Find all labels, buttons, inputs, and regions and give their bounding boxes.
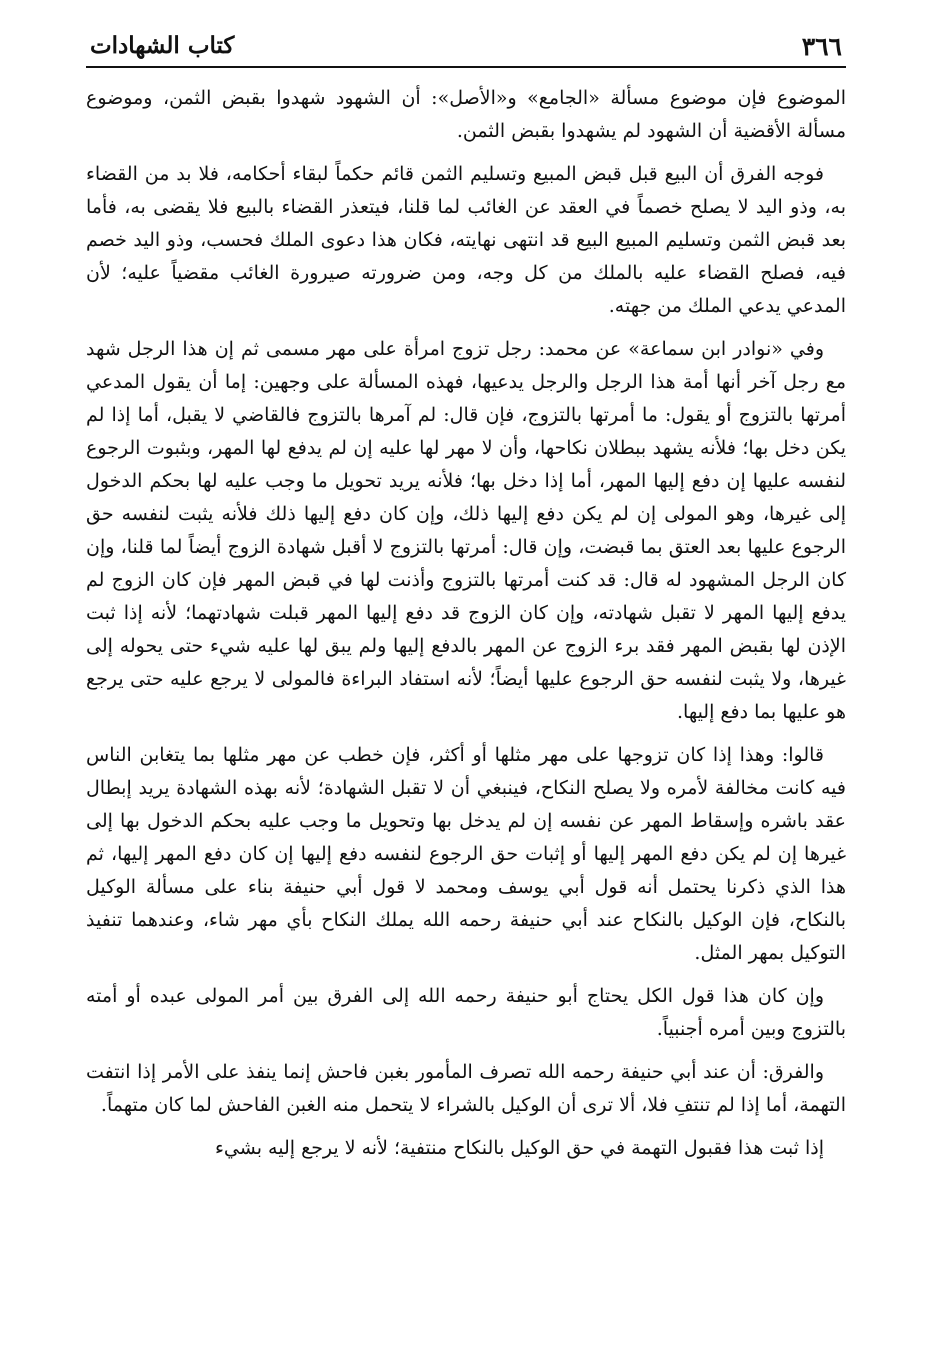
paragraph-2: فوجه الفرق أن البيع قبل قبض المبيع وتسليم الثمن قائم حكماً لبقاء أحكامه، فلا بد من القضاء به، وذو اليد لا يصلح خصماً في العقد عن الغائب لما قلنا، فيتعذر القضاء بالبيع فلا يقضى به، فأما بعد قبض الثمن وتسليم المبيع البيع قد انتهى نهايته، فكان هذا دعوى الملك فحسب، وذو اليد خصم فيه، فصلح القضاء عليه بالملك من كل وجه، ومن ضرورته صيرورة الغائب مقضياً عليه؛ لأن المدعي يدعي الملك من جهته. bbox=[86, 163, 846, 317]
book-title: كتاب الشهادات bbox=[90, 32, 235, 59]
page-body bbox=[86, 68, 846, 1165]
paragraph-3: وفي «نوادر ابن سماعة» عن محمد: رجل تزوج امرأة على مهر مسمى ثم إن هذا الرجل شهد مع رجل آخر أنها أمة هذا الرجل والرجل يدعيها، فهذه المسألة على وجهين: إما أن يقول المدعي أمرتها بالتزوج أو يقول: ما أمرتها بالتزوج، فإن قال: لم آمرها بالتزوج فالقاضي لا يقبل، أما إذا لم يكن دخل بها؛ فلأنه يشهد ببطلان نكاحها، وأن لا مهر لها عليه إن لم يدفع لها المهر، وبثبوت الرجوع لنفسه عليها إن دفع إليها المهر، أما إذا دخل بها؛ فلأنه يريد تحويل ما وجب عليه لها بحكم الدخول إلى غيرها، وهو المولى إن لم يكن دفع إليها ذلك، وإن كان دفع إليها ذلك فلأنه يثبت لنفسه حق الرجوع عليها بعد العتق بما قبضت، وإن قال: أمرتها بالتزوج لا أقبل شهادة الزوج أيضاً لما قلنا، وإن كان الرجل المشهود له قال: قد كنت أمرتها بالتزوج وأذنت لها في قبض المهر فإن كان الزوج لم يدفع إليها المهر لا تقبل شهادته، وإن كان الزوج قد دفع إليها المهر قبلت شهادتهما؛ لأنه إذا ثبت الإذن لها بقبض المهر فقد برء الزوج عن المهر بالدفع إليها ولم يبق لها عليه شيء حتى يحوله إلى غيرها، ولا يثبت لنفسه حق الرجوع عليها أيضاً؛ لأنه استفاد البراءة فالمولى لا يرجع عليه حتى يرجع هو عليها بما دفع إليها. bbox=[86, 338, 846, 723]
page-number: ٣٦٦ bbox=[801, 32, 842, 61]
paragraph-6: والفرق: أن عند أبي حنيفة رحمه الله تصرف المأمور بغبن فاحش إنما ينفذ على الأمر إذا انتفت التهمة، أما إذا لم تنتفِ فلا، ألا ترى أن الوكيل بالشراء لا يتحمل منه الغبن الفاحش لما كان متهماً. bbox=[86, 1061, 846, 1116]
page-header bbox=[86, 24, 846, 68]
paragraph-7: إذا ثبت هذا فقبول التهمة في حق الوكيل بالنكاح منتفية؛ لأنه لا يرجع إليه بشيء bbox=[215, 1137, 824, 1159]
paragraph-5: وإن كان هذا قول الكل يحتاج أبو حنيفة رحمه الله إلى الفرق بين أمر المولى عبده أو أمته بالتزوج وبين أمره أجنبياً. bbox=[86, 985, 846, 1040]
paragraph-4: قالوا: وهذا إذا كان تزوجها على مهر مثلها أو أكثر، فإن خطب عن مهر مثلها بما يتغابن الناس فيه كانت مخالفة لأمره ولا يصلح النكاح، فينبغي أن لا تقبل الشهادة؛ لأنه بهذه الشهادة يريد إبطال عقد باشره وإسقاط المهر عن نفسه إن لم يدخل بها وتحويل ما وجب عليه بحكم الدخول بها إلى غيرها إن لم يكن دفع المهر إليها أو إثبات حق الرجوع لنفسه دفع إليها إن كان دفع المهر إليها، ثم هذا الذي ذكرنا يحتمل أنه قول أبي يوسف ومحمد لا قول أبي حنيفة بناء على مسألة الوكيل بالنكاح، فإن الوكيل بالنكاح عند أبي حنيفة رحمه الله يملك النكاح بأي مهر شاء، وعندهما تنفيذ التوكيل بمهر المثل. bbox=[86, 744, 846, 964]
book-page bbox=[86, 24, 846, 1354]
paragraph-1: الموضوع فإن موضوع مسألة «الجامع» و«الأصل»: أن الشهود شهدوا بقبض الثمن، وموضوع مسألة الأقضية أن الشهود لم يشهدوا بقبض الثمن. bbox=[86, 87, 846, 142]
